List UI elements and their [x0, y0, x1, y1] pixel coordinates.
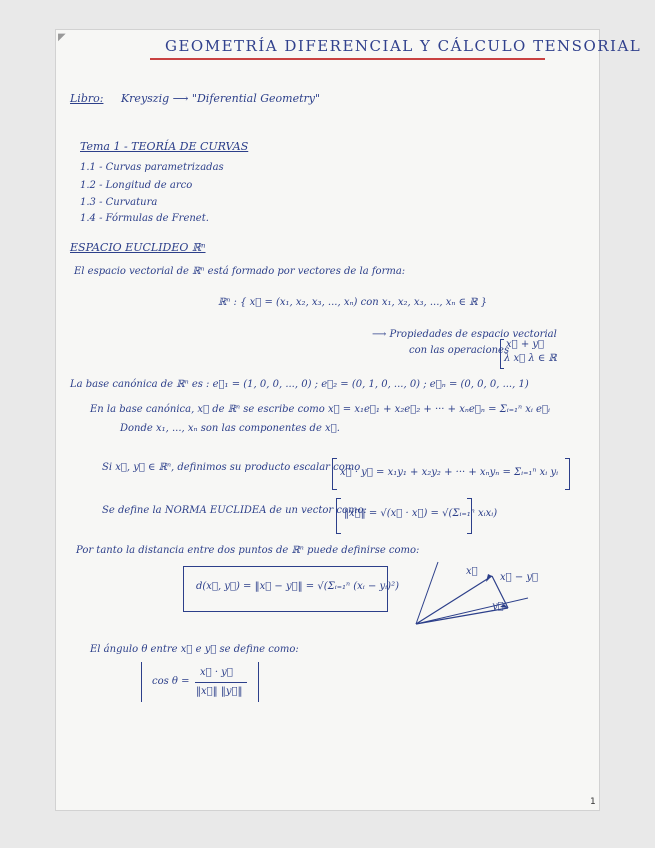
- angulo-lhs: cos θ =: [152, 676, 190, 687]
- tema-heading: Tema 1 - TEORÍA DE CURVAS: [80, 140, 249, 153]
- base-line: La base canónica de ℝⁿ es : e⃗₁ = (1, 0, 0, ..., 0) ; e⃗₂ = (0, 1, 0, ..., 0) ; e⃗ₙ = (0, 0, 0, ..., 1): [70, 379, 529, 390]
- distancia-formula: d(x⃗, y⃗) = ‖x⃗ − y⃗‖ = √(Σᵢ₌₁ⁿ (xᵢ − yᵢ)²): [196, 581, 399, 592]
- norma-text: Se define la NORMA EUCLIDEA de un vector como:: [102, 505, 367, 516]
- norma-bracket-left: [336, 498, 341, 534]
- tema-item: 1.2 - Longitud de arco: [80, 180, 193, 191]
- producto-bracket-left: [332, 458, 337, 490]
- ops-brace: [500, 339, 504, 369]
- page-number: 1: [590, 797, 596, 807]
- espacio-note: con las operaciones: [409, 345, 510, 356]
- producto-formula: x⃗ · y⃗ = x₁y₁ + x₂y₂ + ··· + xₙyₙ = Σᵢ₌₁ⁿ xᵢ yᵢ: [340, 467, 559, 478]
- page-title: GEOMETRÍA DIFERENCIAL Y CÁLCULO TENSORIAL: [165, 37, 642, 55]
- norma-bracket-right: [467, 498, 472, 534]
- espacio-formula: ℝⁿ : { x⃗ = (x₁, x₂, x₃, ..., xₙ) con x₁, x₂, x₃, ..., xₙ ∈ ℝ }: [218, 297, 488, 308]
- producto-text: Si x⃗, y⃗ ∈ ℝⁿ, definimos su producto escalar como: [102, 462, 361, 473]
- angulo-text: El ángulo θ entre x⃗ e y⃗ se define como:: [90, 644, 299, 655]
- base-line: En la base canónica, x⃗ de ℝⁿ se escribe como x⃗ = x₁e⃗₁ + x₂e⃗₂ + ··· + xₙe⃗ₙ = Σᵢ₌₁ⁿ xᵢ e⃗ᵢ: [90, 404, 550, 415]
- norma-formula: ‖x⃗‖ = √(x⃗ · x⃗) = √(Σᵢ₌₁ⁿ xᵢxᵢ): [344, 508, 498, 519]
- book-line: [70, 92, 320, 105]
- fraction-bar: [195, 682, 247, 683]
- title-underline: [150, 58, 545, 60]
- figure-label-y: y⃗: [492, 601, 504, 612]
- espacio-op: λ x⃗ λ ∈ ℝ: [504, 353, 557, 364]
- espacio-line: El espacio vectorial de ℝⁿ está formado por vectores de la forma:: [74, 266, 406, 277]
- espacio-heading: ESPACIO EUCLIDEO ℝⁿ: [70, 241, 206, 254]
- angulo-numerator: x⃗ · y⃗: [200, 667, 233, 678]
- figure-label-xy: x⃗ − y⃗: [500, 572, 539, 583]
- producto-bracket-right: [565, 458, 570, 490]
- figure-label-x: x⃗: [466, 566, 478, 577]
- espacio-note: ⟶ Propiedades de espacio vectorial: [372, 329, 557, 340]
- book-text: Kreyszig ⟶ "Diferential Geometry": [120, 92, 321, 105]
- distancia-text: Por tanto la distancia entre dos puntos de ℝⁿ puede definirse como:: [76, 545, 420, 556]
- angulo-denominator: ‖x⃗‖ ‖y⃗‖: [196, 686, 243, 697]
- book-label: Libro:: [70, 92, 104, 105]
- tema-item: 1.4 - Fórmulas de Frenet.: [80, 213, 209, 224]
- tema-item: 1.3 - Curvatura: [80, 197, 158, 208]
- base-line: Donde x₁, ..., xₙ son las componentes de x⃗.: [120, 423, 340, 434]
- folded-corner-icon: ◤: [58, 32, 66, 43]
- tema-item: 1.1 - Curvas parametrizadas: [80, 162, 224, 173]
- espacio-op: x⃗ + y⃗: [506, 339, 545, 350]
